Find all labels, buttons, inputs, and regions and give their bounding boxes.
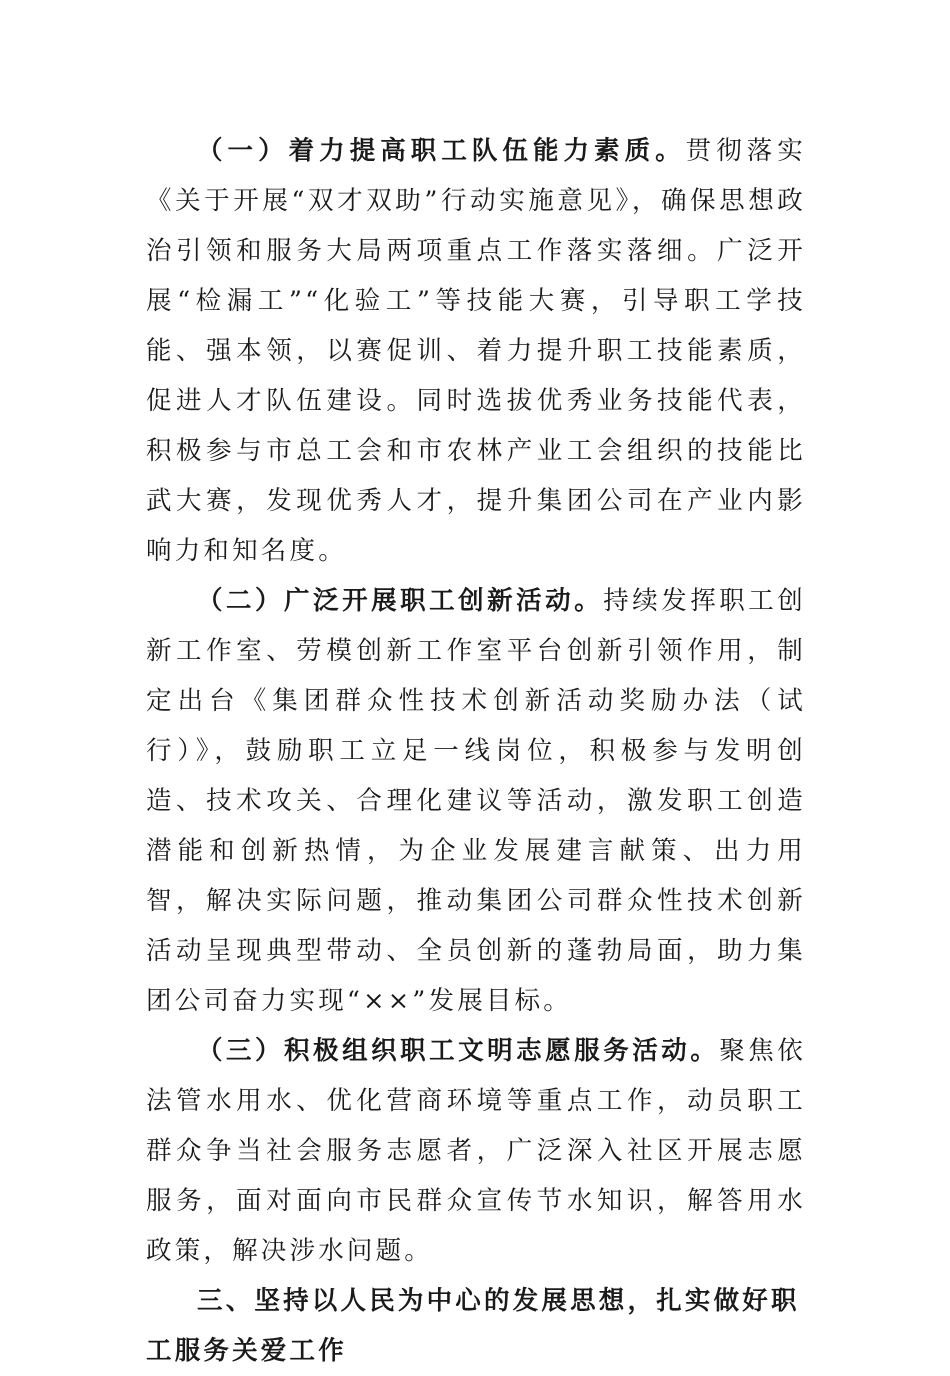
paragraph-1 bbox=[146, 126, 806, 576]
document-page bbox=[146, 126, 806, 1376]
paragraph-3-body: 聚焦依法管水用水、优化营商环境等重点工作，动员职工群众争当社会服务志愿者，广泛深入社区开展志愿服务，面对面向市民群众宣传节水知识，解答用水政策，解决涉水问题。 bbox=[146, 1036, 806, 1266]
paragraph-3 bbox=[146, 1026, 806, 1276]
paragraph-3-lead: （三）积极组织职工文明志愿服务活动。 bbox=[197, 1036, 720, 1066]
paragraph-2 bbox=[146, 576, 806, 1026]
paragraph-1-lead: （一）着力提高职工队伍能力素质。 bbox=[197, 136, 686, 166]
paragraph-1-body: 贯彻落实《关于开展“双才双助”行动实施意见》，确保思想政治引领和服务大局两项重点工作落实落细。广泛开展“检漏工”“化验工”等技能大赛，引导职工学技能、强本领，以赛促训、着力提升职工技能素质，促进人才队伍建设。同时选拔优秀业务技能代表，积极参与市总工会和市农林产业工会组织的技能比武大赛，发现优秀人才，提升集团公司在产业内影响力和知名度。 bbox=[146, 136, 806, 566]
paragraph-2-body: 持续发挥职工创新工作室、劳模创新工作室平台创新引领作用，制定出台《集团群众性技术创新活动奖励办法（试行）》，鼓励职工立足一线岗位，积极参与发明创造、技术攻关、合理化建议等活动，激发职工创造潜能和创新热情，为企业发展建言献策、出力用智，解决实际问题，推动集团公司群众性技术创新活动呈现典型带动、全员创新的蓬勃局面，助力集团公司奋力实现“××”发展目标。 bbox=[146, 586, 806, 1016]
paragraph-2-lead: （二）广泛开展职工创新活动。 bbox=[197, 586, 604, 616]
section-heading: 三、坚持以人民为中心的发展思想，扎实做好职工服务关爱工作 bbox=[146, 1286, 800, 1366]
